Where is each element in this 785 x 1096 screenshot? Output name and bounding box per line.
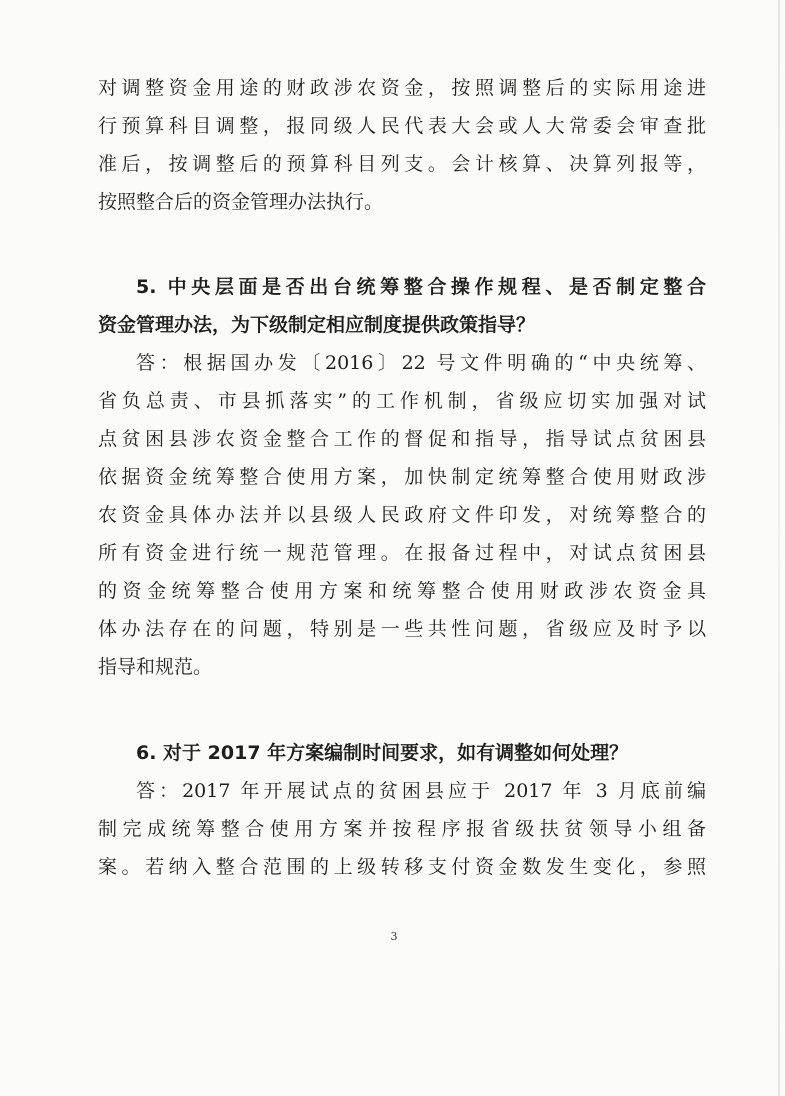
body-line-4: 按照整合后的资金管理办法执行。 xyxy=(98,191,384,213)
answer-5-line-8: 体办法存在的问题，特别是一些共性问题，省级应及时予以 xyxy=(98,618,706,640)
body-line-1: 对调整资金用途的财政涉农资金，按照调整后的实际用途进 xyxy=(98,77,706,99)
answer-5-line-5: 农资金具体办法并以县级人民政府文件印发，对统筹整合的 xyxy=(98,504,706,526)
answer-6-line-2: 制完成统筹整合使用方案并按程序报省级扶贫领导小组备 xyxy=(98,818,706,840)
answer-5-line-1: 答：根据国办发〔2016〕22 号文件明确的“中央统筹、 xyxy=(136,352,706,374)
answer-5-line-4: 依据资金统筹整合使用方案，加快制定统筹整合使用财政涉 xyxy=(98,466,706,488)
page-number: 3 xyxy=(390,930,398,943)
scan-edge-shadow xyxy=(778,0,780,1096)
question-5-line-2: 资金管理办法，为下级制定相应制度提供政策指导？ xyxy=(98,314,536,336)
question-5-line-1: 5. 中央层面是否出台统筹整合操作规程、是否制定整合 xyxy=(136,276,706,298)
answer-5-line-7: 的资金统筹整合使用方案和统筹整合使用财政涉农资金具 xyxy=(98,580,706,602)
body-line-2: 行预算科目调整，报同级人民代表大会或人大常委会审查批 xyxy=(98,115,706,137)
question-6-line-1: 6. 对于 2017 年方案编制时间要求，如有调整如何处理？ xyxy=(136,742,629,764)
body-line-3: 准后，按调整后的预算科目列支。会计核算、决算列报等， xyxy=(98,153,706,175)
answer-5-line-3: 点贫困县涉农资金整合工作的督促和指导，指导试点贫困县 xyxy=(98,428,706,450)
answer-5-line-6: 所有资金进行统一规范管理。在报备过程中，对试点贫困县 xyxy=(98,542,706,564)
answer-5-line-2: 省负总责、市县抓落实”的工作机制，省级应切实加强对试 xyxy=(98,390,706,412)
answer-6-line-3: 案。若纳入整合范围的上级转移支付资金数发生变化，参照 xyxy=(98,856,706,878)
answer-6-line-1: 答：2017 年开展试点的贫困县应于 2017 年 3 月底前编 xyxy=(136,780,706,802)
answer-5-line-9: 指导和规范。 xyxy=(98,656,213,678)
